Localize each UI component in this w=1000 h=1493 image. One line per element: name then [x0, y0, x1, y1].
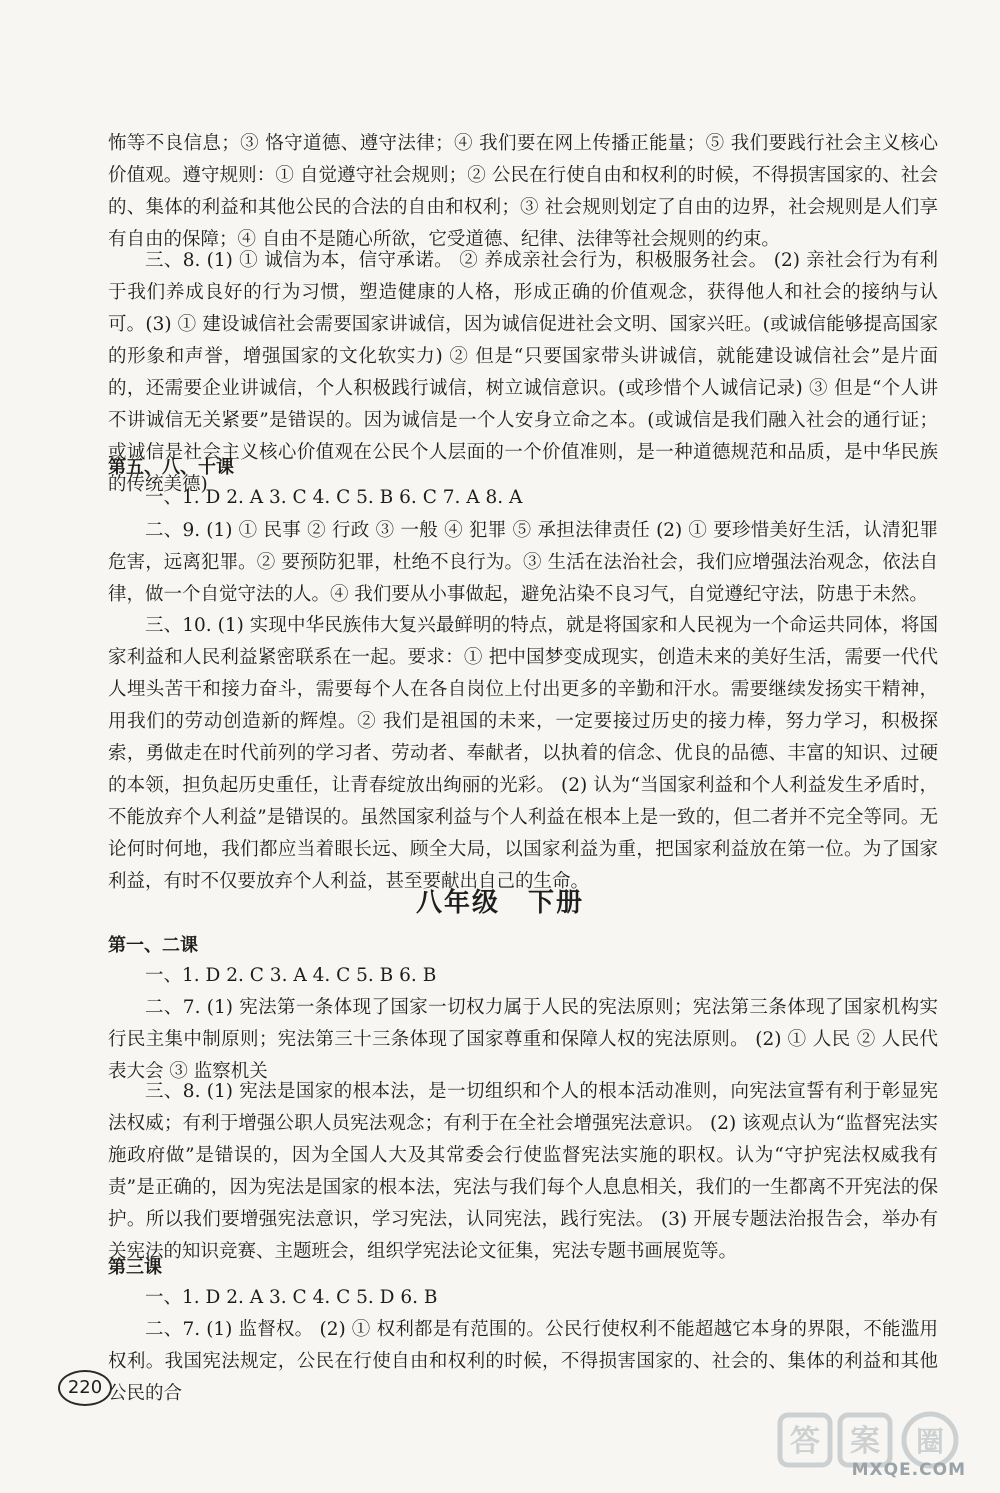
paragraph-constitution-authority: 三、8. (1) 宪法是国家的根本法，是一切组织和个人的根本活动准则，向宪法宣誓有利于彰显宪法权威；有利于增强公职人员宪法观念；有利于在全社会增强宪法意识。 (2) 该观点认为“监督宪法实施政府做”是错误的，因为全国人大及其常委会行使监督宪法实施的职权。认为“守护宪法权威我有责”是正确的，因为宪法是国家的根本法，宪法与我们每个人息息相关，我们的一生都离不开宪法的保护。所以我们要增强宪法意识，学习宪法，认同宪法，践行宪法。 (3) 开展专题法治报告会，举办有关宪法的知识竞赛、主题班会，组织学宪法论文征集，宪法专题书画展览等。 [108, 1081, 938, 1262]
choice-answers-row-2: 一、1. D 2. C 3. A 4. C 5. B 6. B [145, 965, 437, 986]
section-title-grade8-vol2: 八年级 下册 [415, 888, 584, 918]
paragraph-constitution-principles: 二、7. (1) 宪法第一条体现了国家一切权力属于人民的宪法原则；宪法第三条体现了国家机构实行民主集中制原则；宪法第三十三条体现了国家尊重和保障人权的宪法原则。 (2) ① 人民 ② 人民代表大会 ③ 监察机关 [108, 997, 938, 1082]
choice-answers-row-3: 一、1. D 2. A 3. C 4. C 5. D 6. B [145, 1287, 438, 1308]
lesson-heading-5-8-10: 第五、八、十课 [108, 457, 234, 478]
paragraph-national-interest-answer: 三、10. (1) 实现中华民族伟大复兴最鲜明的特点，就是将国家和人民视为一个命运共同体，将国家利益和人民利益紧密联系在一起。要求：① 把中国梦变成现实，创造未来的美好生活，需要一代代人埋头苦干和接力奋斗，需要每个人在各自岗位上付出更多的辛勤和汗水。需要继续发扬实干精神，用我们的劳动创造新的辉煌。② 我们是祖国的未来，一定要接过历史的接力棒，努力学习，积极探索，勇做走在时代前列的学习者、劳动者、奉献者，以执着的信念、优良的品德、丰富的知识、过硬的本领，担负起历史重任，让青春绽放出绚丽的光彩。 (2) 认为“当国家利益和个人利益发生矛盾时，不能放弃个人利益”是错误的。虽然国家利益与个人利益在根本上是一致的，但二者并不完全等同。无论何时何地，我们都应当着眼长远、顾全大局，以国家利益为重，把国家利益放在第一位。为了国家利益，有时不仅要放弃个人利益，甚至要献出自己的生命。 [108, 615, 938, 892]
paragraph-rules-answer: 怖等不良信息；③ 恪守道德、遵守法律；④ 我们要在网上传播正能量；⑤ 我们要践行社会主义核心价值观。遵守规则：① 自觉遵守社会规则；② 公民在行使自由和权利的时候，不得损害国家的、社会的、集体的利益和其他公民的合法的自由和权利；③ 社会规则划定了自由的边界，社会规则是人们享有自由的保障；④ 自由不是随心所欲，它受道德、纪律、法律等社会规则的约束。 [108, 133, 938, 250]
watermark-char-2: 案 [850, 1424, 880, 1459]
choice-answers-row-1: 一、1. D 2. A 3. C 4. C 5. B 6. C 7. A 8. A [145, 487, 523, 508]
paragraph-rights-answer: 二、7. (1) 监督权。 (2) ① 权利都是有范围的。公民行使权利不能超越它本身的界限，不能滥用权利。我国宪法规定，公民在行使自由和权利的时候，不得损害国家的、社会的、集体的利益和其他公民的合 [108, 1319, 938, 1404]
page-number: 220 [58, 1370, 112, 1406]
paragraph-integrity-answer: 三、8. (1) ① 诚信为本，信守承诺。 ② 养成亲社会行为，积极服务社会。 (2) 亲社会行为有利于我们养成良好的行为习惯，塑造健康的人格，形成正确的价值观念，获得他人和社会的接纳与认可。(3) ① 建设诚信社会需要国家讲诚信，因为诚信促进社会文明、国家兴旺。(或诚信能够提高国家的形象和声誉，增强国家的文化软实力) ② 但是“只要国家带头讲诚信，就能建设诚信社会”是片面的，还需要企业讲诚信，个人积极践行诚信，树立诚信意识。(或珍惜个人诚信记录) ③ 但是“个人讲不讲诚信无关紧要”是错误的。因为诚信是一个人安身立命之本。(或诚信是我们融入社会的通行证；或诚信是社会主义核心价值观在公民个人层面的一个价值准则，是一种道德规范和品质，是中华民族的传统美德) [108, 250, 938, 495]
paragraph-crime-answer: 二、9. (1) ① 民事 ② 行政 ③ 一般 ④ 犯罪 ⑤ 承担法律责任 (2) ① 要珍惜美好生活，认清犯罪危害，远离犯罪。② 要预防犯罪，杜绝不良行为。③ 生活在法治社会，我们应增强法治观念，依法自律，做一个自觉守法的人。④ 我们要从小事做起，避免沾染不良习气，自觉遵纪守法，防患于未然。 [108, 520, 938, 605]
watermark-url: MXQE.COM [851, 1460, 966, 1480]
lesson-heading-3: 第三课 [108, 1257, 162, 1278]
watermark-char-3: 圈 [915, 1425, 945, 1458]
lesson-heading-1-2: 第一、二课 [108, 935, 198, 956]
watermark-char-1: 答 [790, 1424, 820, 1459]
